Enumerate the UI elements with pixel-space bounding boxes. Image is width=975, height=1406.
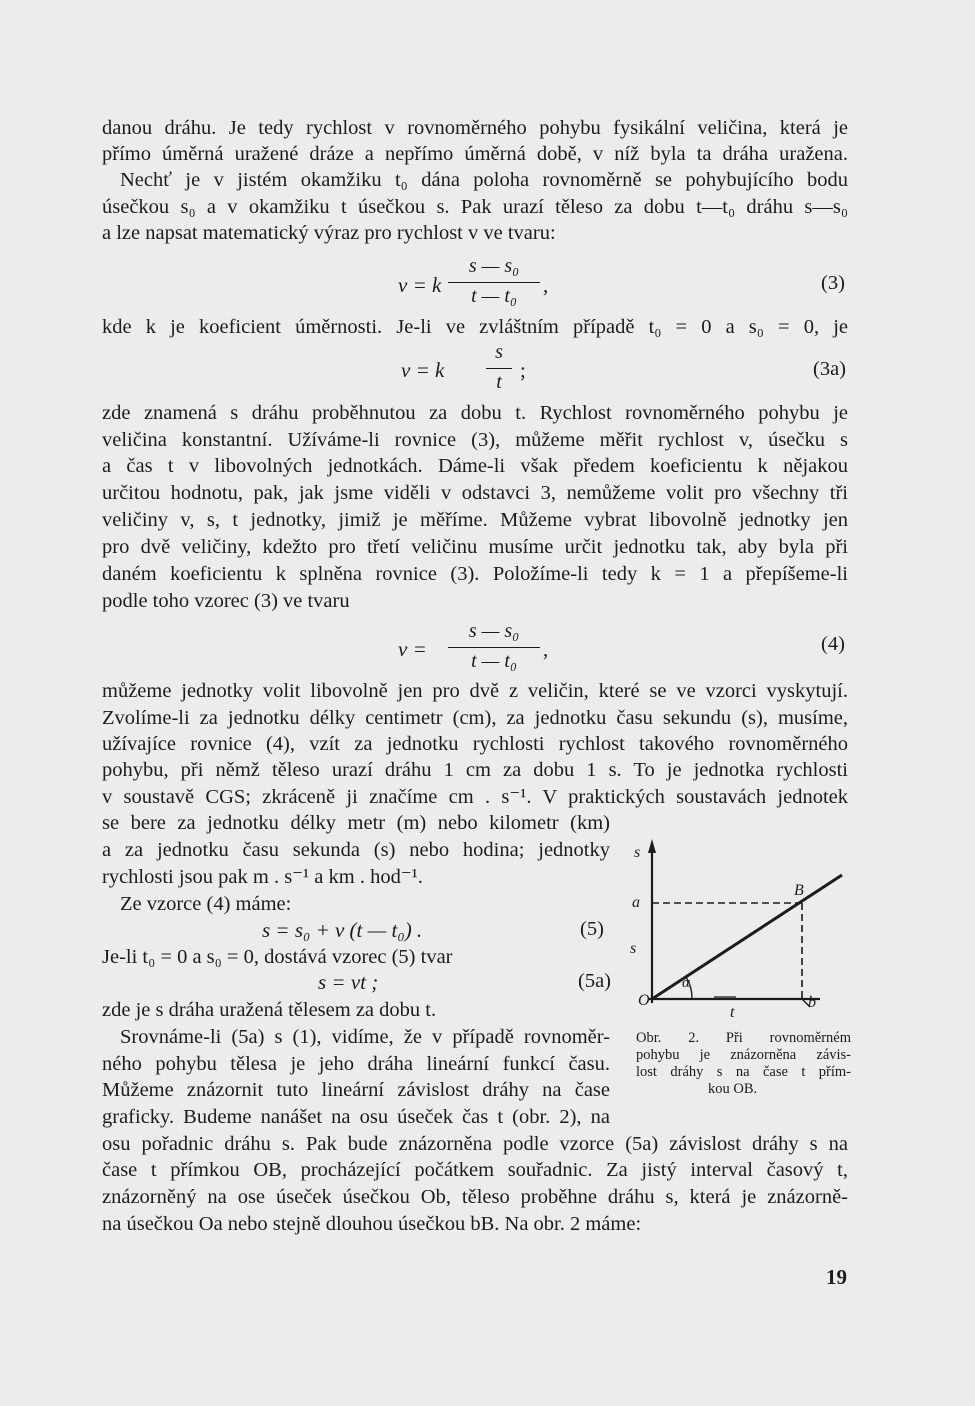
eq3-numerator: s — s₀ <box>468 255 520 277</box>
figure-2-diagram <box>610 835 870 1035</box>
eq3-comma: , <box>543 273 549 297</box>
text-line: podle toho vzorec (3) ve tvaru <box>102 590 350 612</box>
text-line: Zvolíme-li za jednotku délky centimetr (cm), za jednotku času sekundu (s), musíme, <box>102 707 848 729</box>
text-line: kde k je koeficient úměrnosti. Je-li ve zvláštním případě t₀ = 0 a s₀ = 0, je <box>102 316 848 338</box>
label-b: b <box>808 994 816 1011</box>
text-line: danou dráhu. Je tedy rychlost v rovnoměrného pohybu fysikální veličina, která je <box>102 117 848 139</box>
text-line: zde je s dráha uražená tělesem za dobu t. <box>102 999 437 1021</box>
text-line: veličiny v, s, t jednotky, jimiž je měříme. Můžeme vybrat libovolně jednotky jen <box>102 509 848 531</box>
text-line: Je-li t₀ = 0 a s₀ = 0, dostává vzorec (5) tvar <box>102 946 453 968</box>
text-line: a čas t v libovolných jednotkách. Dáme-li však předem koeficientu k nějakou <box>102 455 848 477</box>
eq3a-denominator: t <box>496 371 502 393</box>
eq3-label: (3) <box>821 272 845 294</box>
label-s-mid: s <box>630 940 637 957</box>
eq3a-label: (3a) <box>813 358 847 380</box>
eq4-numerator: s — s₀ <box>468 620 520 642</box>
text-line: pro dvě veličiny, kdežto pro třetí veličinu musíme určit jednotku tak, aby byla při <box>102 536 848 558</box>
text-line: na úsečkou Oa nebo stejně dlouhou úsečkou bB. Na obr. 2 máme: <box>102 1213 642 1235</box>
eq5-formula: s = s₀ + v (t — t₀) . <box>262 918 423 942</box>
text-line: Ze vzorce (4) máme: <box>120 893 292 915</box>
s-axis-arrow-icon <box>648 839 656 853</box>
text-line: určitou hodnotu, pak, jak jsme viděli v odstavci 3, nemůžeme volit pro všechny tři <box>102 482 848 504</box>
eq5-label: (5) <box>580 918 604 940</box>
label-alpha: α <box>682 975 690 991</box>
eq4-lhs: v = <box>398 637 427 661</box>
text-line: Můžeme znázornit tuto lineární závislost dráhy na čase <box>102 1079 610 1101</box>
eq4-fraction-bar <box>448 647 540 648</box>
eq3-fraction-bar <box>448 282 540 283</box>
eq3a-lhs: v = k <box>401 358 445 382</box>
text-line: veličina konstantní. Užíváme-li rovnice (3), můžeme měřit rychlost v, úsečku s <box>102 429 848 451</box>
label-B: B <box>794 882 804 899</box>
text-line: přímo úměrná uražené dráze a nepřímo úměrná době, v níž byla ta dráha uražena. <box>102 143 848 165</box>
text-line: ného pohybu tělesa je jeho dráha lineární funkcí času. <box>102 1053 610 1075</box>
text-line: daném koeficientu k splněna rovnice (3). Položíme-li tedy k = 1 a přepíšeme-li <box>102 563 848 585</box>
caption-line: kou OB. <box>708 1081 758 1097</box>
eq3-lhs: v = k <box>398 273 442 297</box>
text-line: se bere za jednotku délky metr (m) nebo kilometr (km) <box>102 812 610 834</box>
line-OB <box>652 875 842 999</box>
caption-line: lost dráhy s na čase t přím- <box>636 1064 851 1080</box>
text-line: zde znamená s dráhu proběhnutou za dobu t. Rychlost rovnoměrného pohybu je <box>102 402 848 424</box>
text-line: a lze napsat matematický výraz pro rychlost v ve tvaru: <box>102 222 556 244</box>
text-line: v soustavě CGS; zkráceně ji značíme cm . s⁻¹. V praktických soustavách jednotek <box>102 786 848 808</box>
eq5a-label: (5a) <box>578 970 612 992</box>
eq5a-formula: s = vt ; <box>318 970 379 994</box>
text-line: čase t přímkou OB, procházející počátkem souřadnic. Za jistý interval časový t, <box>102 1159 848 1181</box>
caption-line: Obr. 2. Při rovnoměrném <box>636 1030 851 1046</box>
label-a: a <box>632 894 640 911</box>
eq4-denominator: t — t₀ <box>471 650 517 672</box>
figure-caption <box>636 1030 851 1098</box>
page-number: 19 <box>826 1265 847 1289</box>
eq3a-numerator: s <box>495 341 503 363</box>
text-line: můžeme jednotky volit libovolně jen pro dvě z veličin, které se ve vzorci vyskytují. <box>102 680 848 702</box>
text-line: Srovnáme-li (5a) s (1), vidíme, že v případě rovnoměr- <box>120 1026 610 1048</box>
text-line: rychlosti jsou pak m . s⁻¹ a km . hod⁻¹. <box>102 866 423 888</box>
eq4-comma: , <box>543 637 549 661</box>
eq3-denominator: t — t₀ <box>471 285 517 307</box>
label-O: O <box>638 992 650 1009</box>
text-line: pohybu, při němž těleso urazí dráhu 1 cm za dobu 1 s. To je jednotka rychlosti <box>102 759 848 781</box>
text-line: osu pořadnic dráhu s. Pak bude znázorněna podle vzorce (5a) závislost dráhy s na <box>102 1133 848 1155</box>
text-line: graficky. Budeme nanášet na osu úseček čas t (obr. 2), na <box>102 1106 610 1128</box>
label-s-axis: s <box>634 844 641 861</box>
eq3a-semicolon: ; <box>520 358 526 382</box>
label-t: t <box>730 1004 735 1021</box>
text-line: a za jednotku času sekunda (s) nebo hodina; jednotky <box>102 839 610 861</box>
text-line: úsečkou s₀ a v okamžiku t úsečkou s. Pak urazí těleso za dobu t—t₀ dráhu s—s₀ <box>102 196 848 218</box>
eq4-label: (4) <box>821 633 845 655</box>
caption-line: pohybu je znázorněna závis- <box>636 1047 851 1063</box>
eq3a-fraction-bar <box>486 368 512 369</box>
text-line: Nechť je v jistém okamžiku t₀ dána poloha rovnoměrně se pohybujícího bodu <box>120 169 848 191</box>
text-line: znázorněný na ose úseček úsečkou Ob, těleso proběhne dráhu s, která je znázorně- <box>102 1186 848 1208</box>
text-line: užívajíce rovnice (4), vzít za jednotku rychlosti rychlost takového rovnoměrného <box>102 733 848 755</box>
